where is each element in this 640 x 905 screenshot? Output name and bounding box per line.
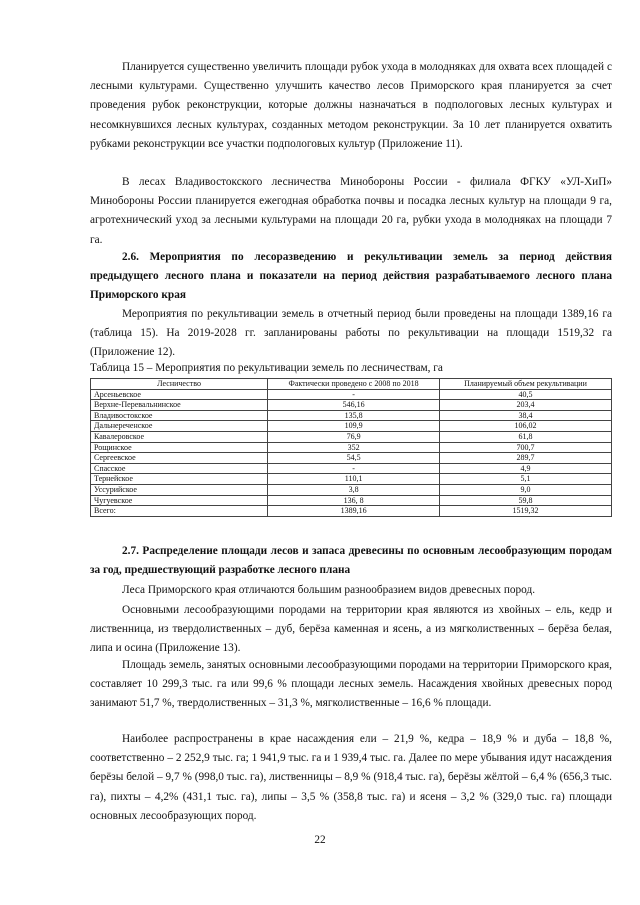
forestry-name: Уссурийское [91,484,268,495]
forestry-name: Владивостокское [91,410,268,421]
actual-value: - [268,389,440,400]
table-row [91,453,612,464]
planned-value: 106,02 [440,421,612,432]
planned-value: 4,9 [440,463,612,474]
actual-value: 76,9 [268,431,440,442]
paragraph-recultivation: Мероприятия по рекультивации земель в отчетный период были проведены на площади 1389,16 га (таблица 15). На 2019-2028 гг. запланированы работы по рекультивации на площади 1519,32 га (Приложение 12). [90,308,612,359]
page-number: 22 [314,834,326,846]
planned-value: 700,7 [440,442,612,453]
planned-value: 203,4 [440,400,612,411]
planned-value: 59,8 [440,495,612,506]
column-header-forestry: Лесничество [91,379,268,390]
section-heading-2-6: 2.6. Мероприятия по лесоразведению и рекультивации земель за период действия предыдущего лесного плана и показатели на период действия разрабатываемого лесного плана Приморского края [90,251,612,302]
planned-value: 9,0 [440,484,612,495]
actual-value: 546,16 [268,400,440,411]
table-row [91,495,612,506]
table-row [91,400,612,411]
forestry-name: Чугуевское [91,495,268,506]
paragraph-main-species: Основными лесообразующими породами на территории края являются из хвойных – ель, кедр и лиственница, из твердолиственных – дуб, берёза каменная и ясень, а из мягколиственных – берёза белая, липа и осина (Приложение 13). [90,604,612,655]
planned-value: 38,4 [440,410,612,421]
paragraph-most-common: Наиболее распространены в крае насаждения ели – 21,9 %, кедра – 18,9 % и дуба – 18,8 %, соответственно – 2 252,9 тыс. га; 1 941,9 тыс. га и 1 939,4 тыс. га. Далее по мере убывания идут насаждения берёзы белой – 9,7 % (998,0 тыс. га), лиственницы – 8,9 % (918,4 тыс. га), берёзы жёлтой – 6,4 % (656,3 тыс. га), пихты – 4,2% (431,1 тыс. га), липы – 3,5 % (358,8 тыс. га) и ясеня – 3,2 % (329,0 тыс. га) площади основных лесообразующих пород. [90,733,612,822]
forestry-name: Сергеевское [91,453,268,464]
table-header-row [91,379,612,390]
table-row [91,474,612,485]
column-header-actual: Фактически проведено с 2008 по 2018 [268,379,440,390]
table-row [91,484,612,495]
paragraph-area-share: Площадь земель, занятых основными лесообразующими породами на территории Приморского края, составляет 10 299,3 тыс. га или 99,6 % площади лесных земель. Насаждения хвойных древесных пород занимают 51,7 %, твердолиственных – 31,3 %, мягколиственные – 16,6 % площади. [90,659,612,710]
section-heading-2-7: 2.7. Распределение площади лесов и запаса древесины по основным лесообразующим породам за год, предшествующий разработке лесного плана [90,545,612,577]
table-caption: Таблица 15 – Мероприятия по рекультивации земель по лесничествам, га [90,362,443,374]
paragraph-diversity: Леса Приморского края отличаются большим разнообразием видов древесных пород. [122,584,536,596]
paragraph-rubki-ukhoda: Планируется существенно увеличить площади рубок ухода в молодняках для охвата всех площадей с лесными культурами. Существенно улучшить качество лесов Приморского края планируется за счет проведения рубок реконструкции, которые должны назначаться в подпологовых лесных культурах и несомкнувшихся лесных культурах, созданных методом реконструкции. За 10 лет планируется охватить рубками реконструкции все участки подпологовых культур (Приложение 11). [90,61,612,150]
column-header-planned: Планируемый объем рекультивации [440,379,612,390]
recultivation-table [90,378,612,517]
actual-value: 136, 8 [268,495,440,506]
table-row [91,389,612,400]
actual-value: 109,9 [268,421,440,432]
actual-value: 3,8 [268,484,440,495]
forestry-name: Арсеньевское [91,389,268,400]
table-row [91,442,612,453]
table-row [91,463,612,474]
forestry-name: Дальнереченское [91,421,268,432]
paragraph-vladivostok-forestry: В лесах Владивостокского лесничества Минобороны России - филиала ФГКУ «УЛ-ХиП» Минобороны России планируется ежегодная обработка почвы и посадка лесных культур на площади 9 га, агротехнический уход за лесными культурами на площади 20 га, рубки ухода в молодняках на площади 7 га. [90,176,612,246]
table-total-row [91,506,612,517]
actual-value: 352 [268,442,440,453]
table-row [91,431,612,442]
table-row [91,421,612,432]
actual-value: - [268,463,440,474]
actual-value: 110,1 [268,474,440,485]
planned-value: 40,5 [440,389,612,400]
forestry-name: Верхне-Перевальнинское [91,400,268,411]
forestry-name: Рощинское [91,442,268,453]
total-actual-value: 1389,16 [268,506,440,517]
actual-value: 135,8 [268,410,440,421]
total-planned-value: 1519,32 [440,506,612,517]
actual-value: 54,5 [268,453,440,464]
forestry-name: Тернейское [91,474,268,485]
table-row [91,410,612,421]
total-label: Всего: [91,506,268,517]
forestry-name: Кавалеровское [91,431,268,442]
planned-value: 5,1 [440,474,612,485]
forestry-name: Спасское [91,463,268,474]
planned-value: 61,8 [440,431,612,442]
planned-value: 289,7 [440,453,612,464]
